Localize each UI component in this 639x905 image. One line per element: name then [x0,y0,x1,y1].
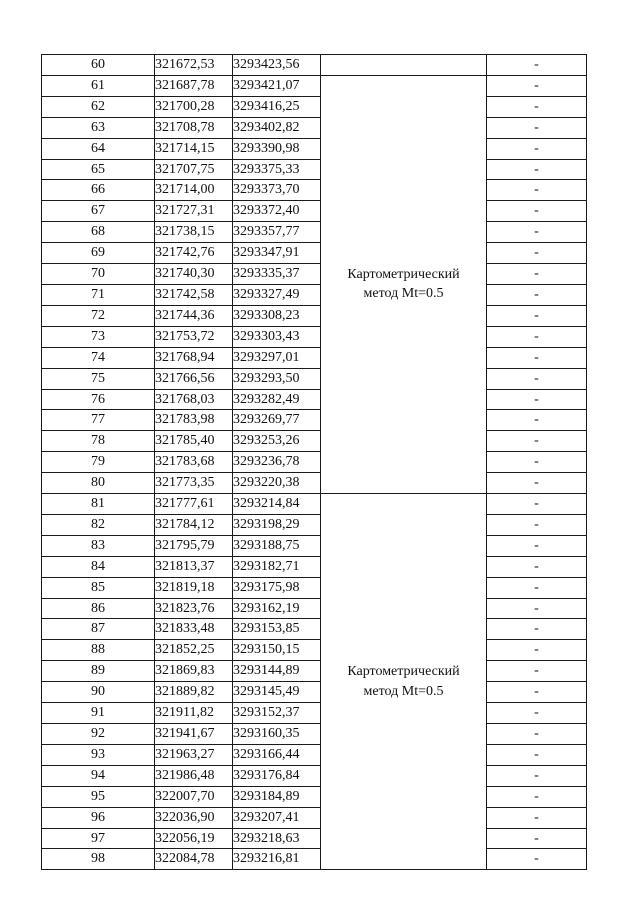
point-number-cell: 95 [42,786,155,807]
coordinates-table [41,54,587,870]
note-cell: - [487,640,587,661]
y-coordinate-cell: 3293390,98 [233,138,321,159]
x-coordinate-cell: 321833,48 [155,619,233,640]
y-coordinate-cell: 3293220,38 [233,473,321,494]
note-cell: - [487,535,587,556]
y-coordinate-cell: 3293347,91 [233,243,321,264]
note-cell: - [487,703,587,724]
x-coordinate-cell: 321869,83 [155,661,233,682]
y-coordinate-cell: 3293188,75 [233,535,321,556]
x-coordinate-cell: 322084,78 [155,849,233,870]
x-coordinate-cell: 321738,15 [155,222,233,243]
x-coordinate-cell: 321714,00 [155,180,233,201]
x-coordinate-cell: 321687,78 [155,75,233,96]
note-cell: - [487,368,587,389]
note-cell: - [487,828,587,849]
point-number-cell: 92 [42,724,155,745]
table-row [42,284,587,305]
point-number-cell: 63 [42,117,155,138]
note-cell: - [487,682,587,703]
method-line-1: Картометрический [347,663,460,679]
point-number-cell: 64 [42,138,155,159]
table-row [42,744,587,765]
x-coordinate-cell: 321742,58 [155,284,233,305]
x-coordinate-cell: 321744,36 [155,305,233,326]
point-number-cell: 66 [42,180,155,201]
point-number-cell: 86 [42,598,155,619]
method-cell [321,494,487,870]
table-row [42,410,587,431]
table-row [42,55,587,76]
table-row [42,494,587,515]
point-number-cell: 60 [42,55,155,76]
table-row [42,577,587,598]
y-coordinate-cell: 3293207,41 [233,807,321,828]
note-cell: - [487,117,587,138]
table-row [42,682,587,703]
point-number-cell: 97 [42,828,155,849]
y-coordinate-cell: 3293303,43 [233,326,321,347]
table-row [42,138,587,159]
note-cell: - [487,744,587,765]
note-cell: - [487,201,587,222]
note-cell: - [487,243,587,264]
x-coordinate-cell: 322056,19 [155,828,233,849]
note-cell: - [487,180,587,201]
table-row [42,724,587,745]
point-number-cell: 83 [42,535,155,556]
note-cell: - [487,452,587,473]
x-coordinate-cell: 321889,82 [155,682,233,703]
y-coordinate-cell: 3293402,82 [233,117,321,138]
point-number-cell: 98 [42,849,155,870]
y-coordinate-cell: 3293293,50 [233,368,321,389]
table-row [42,661,587,682]
point-number-cell: 85 [42,577,155,598]
x-coordinate-cell: 321708,78 [155,117,233,138]
point-number-cell: 89 [42,661,155,682]
note-cell: - [487,138,587,159]
point-number-cell: 65 [42,159,155,180]
note-cell: - [487,661,587,682]
point-number-cell: 96 [42,807,155,828]
point-number-cell: 72 [42,305,155,326]
note-cell: - [487,598,587,619]
table-row [42,807,587,828]
x-coordinate-cell: 321795,79 [155,535,233,556]
x-coordinate-cell: 321768,03 [155,389,233,410]
x-coordinate-cell: 321773,35 [155,473,233,494]
note-cell: - [487,577,587,598]
note-cell: - [487,264,587,285]
point-number-cell: 81 [42,494,155,515]
table-row [42,368,587,389]
y-coordinate-cell: 3293166,44 [233,744,321,765]
y-coordinate-cell: 3293421,07 [233,75,321,96]
table-row [42,619,587,640]
table-row [42,786,587,807]
note-cell: - [487,305,587,326]
y-coordinate-cell: 3293372,40 [233,201,321,222]
x-coordinate-cell: 321727,31 [155,201,233,222]
y-coordinate-cell: 3293253,26 [233,431,321,452]
note-cell: - [487,473,587,494]
note-cell: - [487,514,587,535]
point-number-cell: 80 [42,473,155,494]
coordinates-table-body [42,55,587,870]
table-row [42,222,587,243]
note-cell: - [487,765,587,786]
y-coordinate-cell: 3293150,15 [233,640,321,661]
note-cell: - [487,849,587,870]
point-number-cell: 61 [42,75,155,96]
x-coordinate-cell: 321783,68 [155,452,233,473]
note-cell: - [487,410,587,431]
x-coordinate-cell: 321911,82 [155,703,233,724]
y-coordinate-cell: 3293375,33 [233,159,321,180]
x-coordinate-cell: 321777,61 [155,494,233,515]
note-cell: - [487,326,587,347]
x-coordinate-cell: 321852,25 [155,640,233,661]
y-coordinate-cell: 3293184,89 [233,786,321,807]
note-cell: - [487,347,587,368]
note-cell: - [487,55,587,76]
point-number-cell: 79 [42,452,155,473]
point-number-cell: 67 [42,201,155,222]
note-cell: - [487,807,587,828]
point-number-cell: 87 [42,619,155,640]
point-number-cell: 77 [42,410,155,431]
x-coordinate-cell: 321672,53 [155,55,233,76]
table-row [42,264,587,285]
table-row [42,765,587,786]
table-row [42,640,587,661]
y-coordinate-cell: 3293416,25 [233,96,321,117]
x-coordinate-cell: 321813,37 [155,556,233,577]
note-cell: - [487,75,587,96]
point-number-cell: 93 [42,744,155,765]
x-coordinate-cell: 321963,27 [155,744,233,765]
y-coordinate-cell: 3293152,37 [233,703,321,724]
y-coordinate-cell: 3293218,63 [233,828,321,849]
y-coordinate-cell: 3293145,49 [233,682,321,703]
point-number-cell: 74 [42,347,155,368]
table-row [42,535,587,556]
table-row [42,326,587,347]
point-number-cell: 78 [42,431,155,452]
y-coordinate-cell: 3293282,49 [233,389,321,410]
x-coordinate-cell: 321766,56 [155,368,233,389]
method-cell [321,75,487,493]
x-coordinate-cell: 321819,18 [155,577,233,598]
table-row [42,452,587,473]
point-number-cell: 73 [42,326,155,347]
y-coordinate-cell: 3293357,77 [233,222,321,243]
y-coordinate-cell: 3293269,77 [233,410,321,431]
table-row [42,96,587,117]
y-coordinate-cell: 3293160,35 [233,724,321,745]
y-coordinate-cell: 3293216,81 [233,849,321,870]
note-cell: - [487,96,587,117]
table-row [42,180,587,201]
point-number-cell: 82 [42,514,155,535]
y-coordinate-cell: 3293214,84 [233,494,321,515]
table-row [42,201,587,222]
y-coordinate-cell: 3293236,78 [233,452,321,473]
table-row [42,514,587,535]
table-row [42,703,587,724]
table-row [42,243,587,264]
point-number-cell: 84 [42,556,155,577]
x-coordinate-cell: 321742,76 [155,243,233,264]
method-line-1: Картометрический [347,266,460,282]
x-coordinate-cell: 321740,30 [155,264,233,285]
table-row [42,347,587,368]
note-cell: - [487,159,587,180]
x-coordinate-cell: 321823,76 [155,598,233,619]
point-number-cell: 75 [42,368,155,389]
point-number-cell: 90 [42,682,155,703]
y-coordinate-cell: 3293144,89 [233,661,321,682]
y-coordinate-cell: 3293153,85 [233,619,321,640]
x-coordinate-cell: 321768,94 [155,347,233,368]
note-cell: - [487,619,587,640]
method-line-2: метод Mt=0.5 [363,286,444,302]
x-coordinate-cell: 321941,67 [155,724,233,745]
method-line-2: метод Mt=0.5 [363,683,444,699]
y-coordinate-cell: 3293327,49 [233,284,321,305]
point-number-cell: 68 [42,222,155,243]
point-number-cell: 88 [42,640,155,661]
table-row [42,431,587,452]
x-coordinate-cell: 321986,48 [155,765,233,786]
note-cell: - [487,786,587,807]
note-cell: - [487,431,587,452]
note-cell: - [487,724,587,745]
y-coordinate-cell: 3293297,01 [233,347,321,368]
table-row [42,849,587,870]
x-coordinate-cell: 321785,40 [155,431,233,452]
note-cell: - [487,389,587,410]
table-row [42,473,587,494]
point-number-cell: 94 [42,765,155,786]
point-number-cell: 71 [42,284,155,305]
table-row [42,305,587,326]
y-coordinate-cell: 3293308,23 [233,305,321,326]
y-coordinate-cell: 3293162,19 [233,598,321,619]
note-cell: - [487,284,587,305]
y-coordinate-cell: 3293198,29 [233,514,321,535]
x-coordinate-cell: 322007,70 [155,786,233,807]
x-coordinate-cell: 322036,90 [155,807,233,828]
table-row [42,75,587,96]
table-row [42,828,587,849]
note-cell: - [487,556,587,577]
point-number-cell: 91 [42,703,155,724]
note-cell: - [487,222,587,243]
point-number-cell: 76 [42,389,155,410]
table-row [42,159,587,180]
point-number-cell: 62 [42,96,155,117]
x-coordinate-cell: 321714,15 [155,138,233,159]
y-coordinate-cell: 3293182,71 [233,556,321,577]
x-coordinate-cell: 321783,98 [155,410,233,431]
table-row [42,598,587,619]
x-coordinate-cell: 321784,12 [155,514,233,535]
y-coordinate-cell: 3293176,84 [233,765,321,786]
table-row [42,389,587,410]
x-coordinate-cell: 321753,72 [155,326,233,347]
y-coordinate-cell: 3293335,37 [233,264,321,285]
x-coordinate-cell: 321700,28 [155,96,233,117]
point-number-cell: 69 [42,243,155,264]
y-coordinate-cell: 3293423,56 [233,55,321,76]
x-coordinate-cell: 321707,75 [155,159,233,180]
point-number-cell: 70 [42,264,155,285]
y-coordinate-cell: 3293175,98 [233,577,321,598]
table-row [42,117,587,138]
method-cell [321,55,487,76]
table-row [42,556,587,577]
y-coordinate-cell: 3293373,70 [233,180,321,201]
note-cell: - [487,494,587,515]
